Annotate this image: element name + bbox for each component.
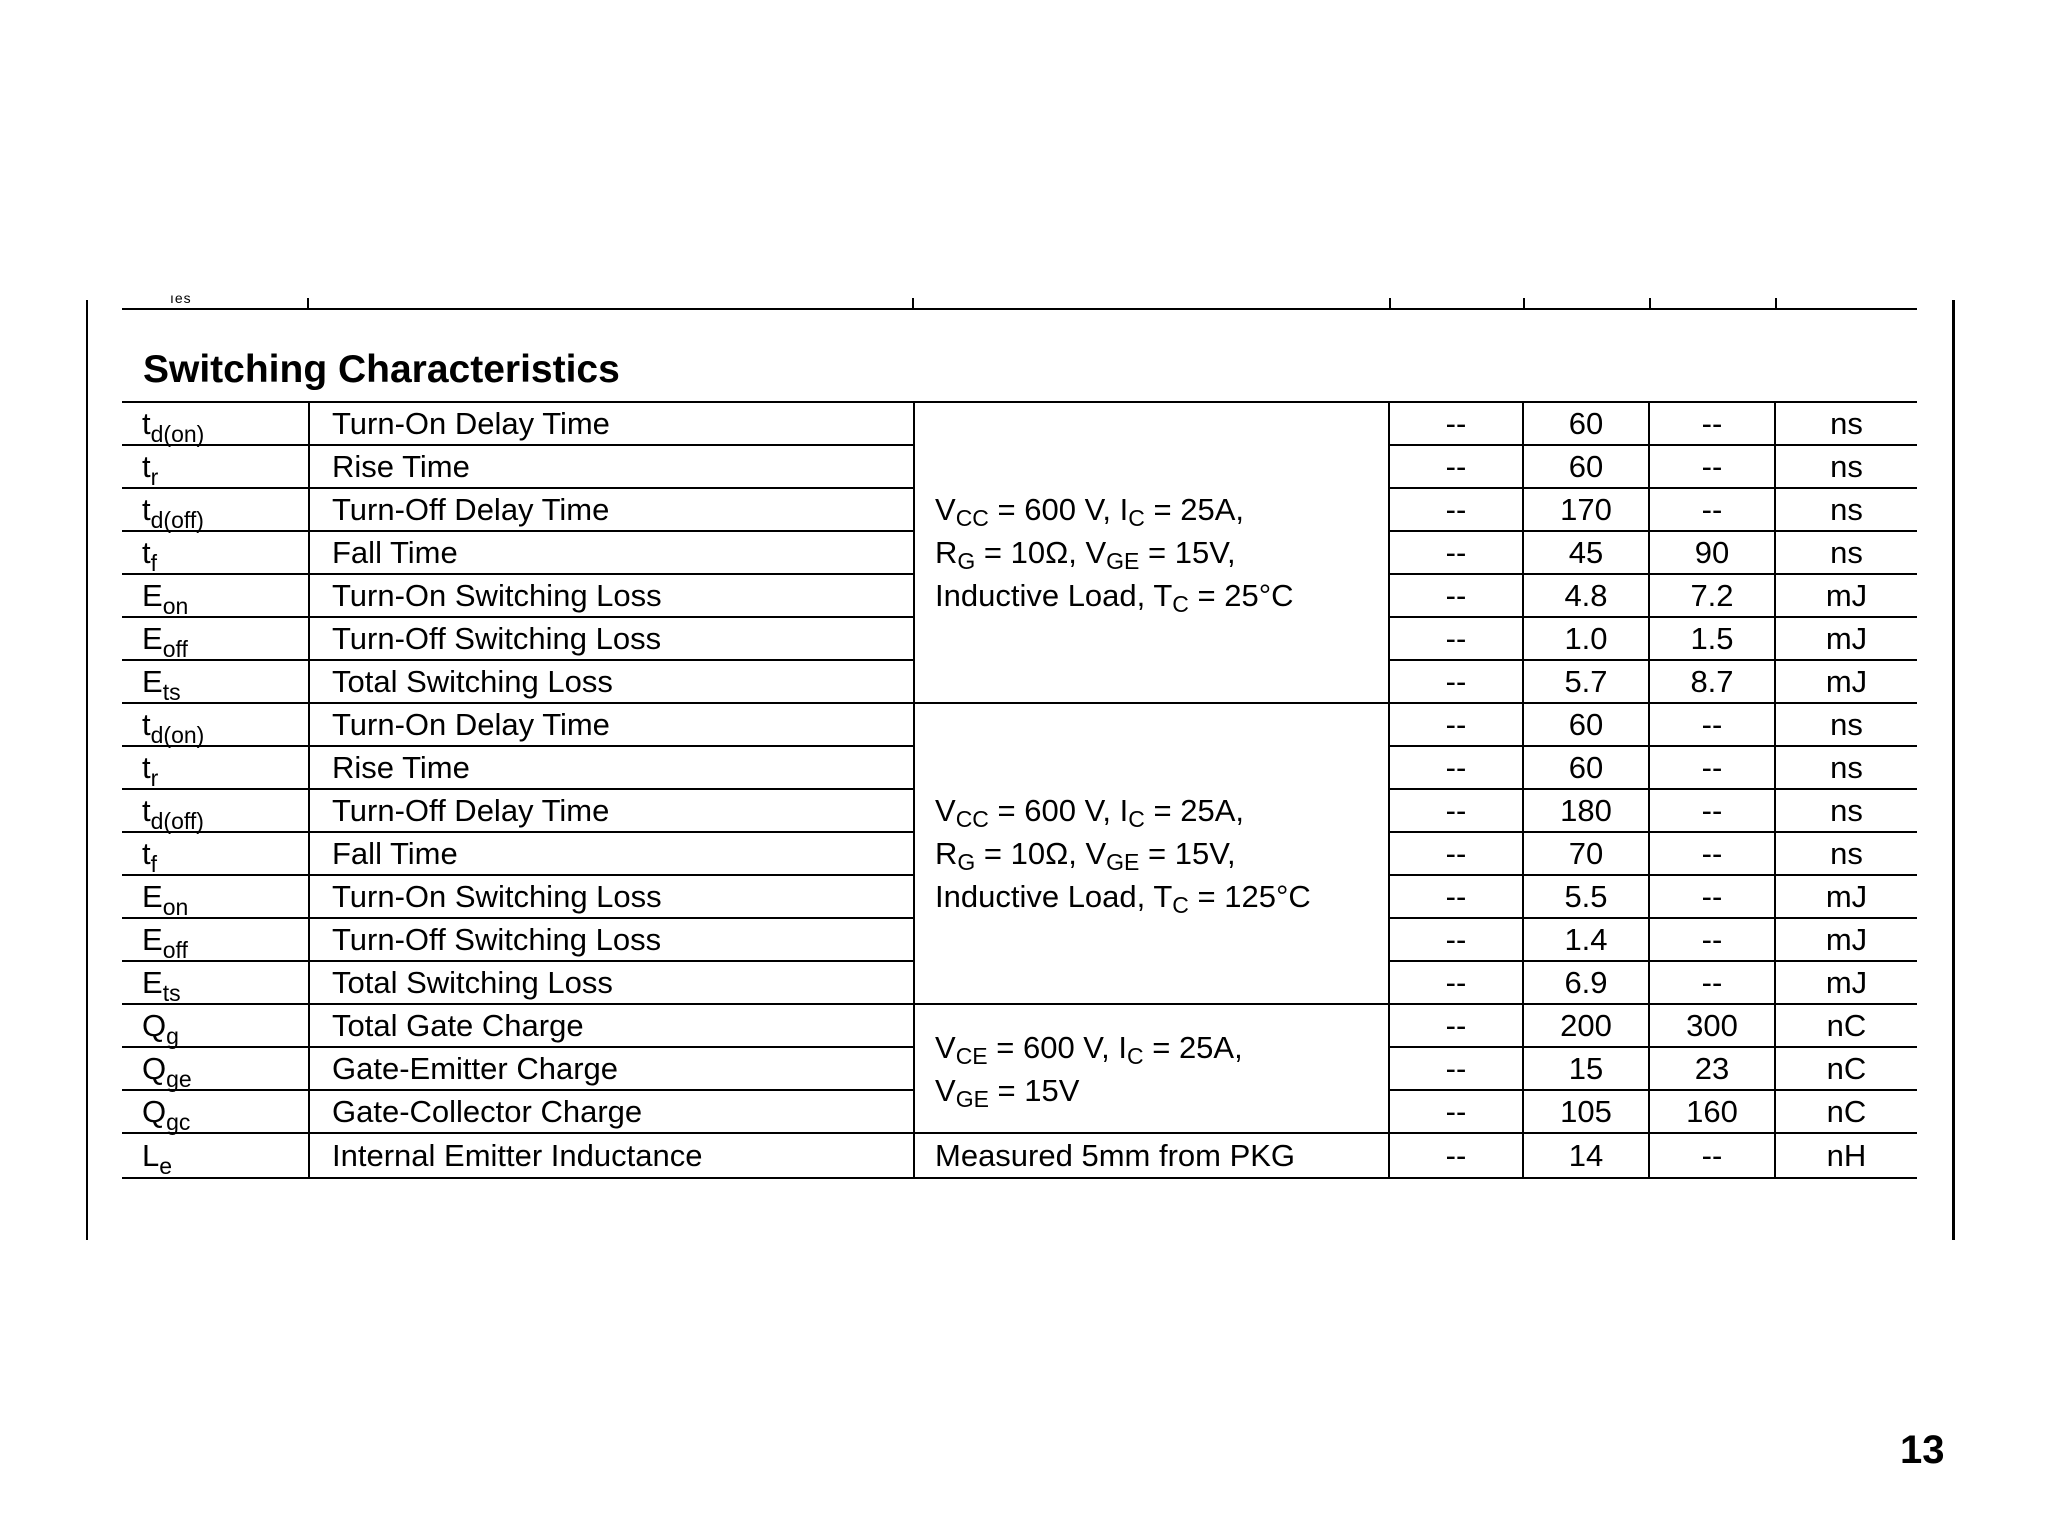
max-value: --	[1649, 789, 1775, 832]
typ-value: 60	[1523, 746, 1649, 789]
typ-value: 60	[1523, 402, 1649, 445]
previous-row-divider	[1389, 298, 1391, 308]
min-value: --	[1389, 1133, 1523, 1178]
max-value: --	[1649, 918, 1775, 961]
unit: nC	[1775, 1090, 1917, 1133]
unit: mJ	[1775, 918, 1917, 961]
symbol-letter: E	[142, 921, 163, 957]
unit: ns	[1775, 445, 1917, 488]
condition-subscript: C	[1128, 505, 1145, 531]
max-value: --	[1649, 488, 1775, 531]
typ-value: 200	[1523, 1004, 1649, 1047]
condition-line	[935, 488, 1388, 531]
typ-value: 180	[1523, 789, 1649, 832]
unit: nH	[1775, 1133, 1917, 1178]
parameter-description: Rise Time	[309, 746, 914, 789]
left-margin-line	[86, 300, 88, 1240]
unit: nC	[1775, 1047, 1917, 1090]
unit: mJ	[1775, 961, 1917, 1004]
parameter-description: Turn-On Switching Loss	[309, 875, 914, 918]
symbol-letter: L	[142, 1137, 160, 1173]
max-value: --	[1649, 703, 1775, 746]
condition-line	[935, 1069, 1388, 1112]
symbol-subscript: ts	[162, 979, 181, 1006]
parameter-description: Turn-Off Delay Time	[309, 789, 914, 832]
typ-value: 105	[1523, 1090, 1649, 1133]
unit: mJ	[1775, 574, 1917, 617]
max-value: --	[1649, 1133, 1775, 1178]
condition-text: = 10Ω, V	[975, 535, 1107, 570]
min-value: --	[1389, 574, 1523, 617]
symbol-letter: Q	[142, 1093, 167, 1129]
condition-subscript: GE	[1106, 548, 1140, 574]
typ-value: 60	[1523, 445, 1649, 488]
symbol-subscript: r	[150, 463, 159, 490]
max-value: 7.2	[1649, 574, 1775, 617]
previous-row-divider	[307, 298, 309, 308]
condition-subscript: G	[957, 548, 976, 574]
condition-subscript: GE	[955, 1085, 989, 1112]
parameter-description: Fall Time	[309, 832, 914, 875]
typ-value: 14	[1523, 1133, 1649, 1178]
condition-text: = 15V,	[1139, 836, 1236, 871]
unit: mJ	[1775, 875, 1917, 918]
condition-line	[935, 832, 1388, 875]
parameter-description: Turn-Off Delay Time	[309, 488, 914, 531]
typ-value: 45	[1523, 531, 1649, 574]
previous-row-divider	[1775, 298, 1777, 308]
parameter-symbol	[122, 1133, 309, 1178]
table-row	[122, 1133, 1917, 1178]
symbol-subscript: d(on)	[150, 420, 205, 447]
symbol-subscript: f	[150, 850, 158, 877]
parameter-description: Total Switching Loss	[309, 660, 914, 703]
symbol-letter: t	[142, 792, 151, 828]
typ-value: 5.7	[1523, 660, 1649, 703]
parameter-symbol	[122, 1047, 309, 1090]
condition-subscript: C	[1128, 806, 1145, 832]
switching-characteristics-table	[122, 401, 1917, 1179]
max-value: --	[1649, 746, 1775, 789]
parameter-description: Internal Emitter Inductance	[309, 1133, 914, 1178]
condition-line	[935, 789, 1388, 832]
condition-subscript: CE	[955, 1042, 988, 1069]
symbol-subscript: d(on)	[150, 721, 205, 748]
max-value: --	[1649, 875, 1775, 918]
min-value: --	[1389, 746, 1523, 789]
typ-value: 1.0	[1523, 617, 1649, 660]
typ-value: 6.9	[1523, 961, 1649, 1004]
symbol-subscript: on	[162, 893, 189, 920]
unit: ns	[1775, 832, 1917, 875]
previous-row-fragment-text: ıes	[170, 290, 192, 306]
symbol-letter: t	[142, 405, 151, 441]
max-value: --	[1649, 832, 1775, 875]
section-title: Switching Characteristics	[143, 348, 620, 391]
condition-line	[935, 1026, 1388, 1069]
parameter-symbol	[122, 531, 309, 574]
symbol-letter: E	[142, 663, 163, 699]
unit: ns	[1775, 746, 1917, 789]
parameter-symbol	[122, 746, 309, 789]
symbol-subscript: r	[150, 764, 159, 791]
symbol-subscript: off	[162, 635, 188, 662]
parameter-symbol	[122, 660, 309, 703]
table-row	[122, 1004, 1917, 1047]
symbol-letter: t	[142, 835, 151, 871]
symbol-subscript: d(off)	[150, 807, 204, 834]
parameter-symbol	[122, 832, 309, 875]
condition-subscript: C	[1126, 1042, 1144, 1069]
condition-text: V	[935, 1072, 956, 1108]
condition-text: = 600 V, I	[987, 1029, 1127, 1065]
typ-value: 60	[1523, 703, 1649, 746]
parameter-symbol	[122, 617, 309, 660]
symbol-letter: t	[142, 706, 151, 742]
symbol-letter: Q	[142, 1050, 167, 1086]
table-body	[122, 402, 1917, 1178]
unit: ns	[1775, 531, 1917, 574]
unit: mJ	[1775, 660, 1917, 703]
typ-value: 4.8	[1523, 574, 1649, 617]
symbol-subscript: ge	[166, 1065, 192, 1092]
min-value: --	[1389, 660, 1523, 703]
parameter-symbol	[122, 961, 309, 1004]
min-value: --	[1389, 445, 1523, 488]
min-value: --	[1389, 703, 1523, 746]
condition-line	[935, 574, 1388, 617]
parameter-description: Turn-On Delay Time	[309, 402, 914, 445]
max-value: --	[1649, 445, 1775, 488]
max-value: 8.7	[1649, 660, 1775, 703]
table-row	[122, 703, 1917, 746]
symbol-letter: E	[142, 964, 163, 1000]
symbol-subscript: g	[166, 1022, 179, 1049]
condition-text: = 25°C	[1188, 578, 1294, 613]
max-value: 23	[1649, 1047, 1775, 1090]
max-value: 1.5	[1649, 617, 1775, 660]
condition-text: = 15V,	[1139, 535, 1236, 570]
condition-text: Inductive Load, T	[935, 578, 1173, 613]
previous-table-fragment	[122, 290, 1917, 310]
condition-text: R	[935, 535, 958, 570]
condition-text: Inductive Load, T	[935, 879, 1173, 914]
symbol-letter: t	[142, 749, 151, 785]
min-value: --	[1389, 617, 1523, 660]
parameter-symbol	[122, 445, 309, 488]
condition-subscript: CC	[955, 505, 989, 531]
parameter-symbol	[122, 703, 309, 746]
condition-text: = 15V	[988, 1072, 1080, 1108]
parameter-description: Total Gate Charge	[309, 1004, 914, 1047]
condition-text: = 125°C	[1188, 879, 1311, 914]
symbol-letter: t	[142, 448, 151, 484]
condition-text: V	[935, 1029, 956, 1065]
previous-row-divider	[1523, 298, 1525, 308]
max-value: --	[1649, 402, 1775, 445]
test-conditions	[914, 1004, 1389, 1133]
condition-text: R	[935, 836, 958, 871]
typ-value: 5.5	[1523, 875, 1649, 918]
parameter-symbol	[122, 488, 309, 531]
condition-subscript: C	[1172, 591, 1189, 617]
symbol-letter: E	[142, 878, 163, 914]
parameter-description: Gate-Emitter Charge	[309, 1047, 914, 1090]
condition-text: = 10Ω, V	[975, 836, 1107, 871]
condition-text: = 25A,	[1144, 793, 1244, 828]
parameter-description: Fall Time	[309, 531, 914, 574]
parameter-description: Turn-On Delay Time	[309, 703, 914, 746]
min-value: --	[1389, 488, 1523, 531]
symbol-letter: t	[142, 534, 151, 570]
min-value: --	[1389, 961, 1523, 1004]
symbol-subscript: f	[150, 549, 158, 576]
table-row	[122, 402, 1917, 445]
min-value: --	[1389, 832, 1523, 875]
typ-value: 170	[1523, 488, 1649, 531]
test-conditions	[914, 402, 1389, 703]
unit: mJ	[1775, 617, 1917, 660]
typ-value: 15	[1523, 1047, 1649, 1090]
parameter-description: Turn-Off Switching Loss	[309, 918, 914, 961]
condition-subscript: C	[1172, 892, 1189, 918]
condition-subscript: CC	[955, 806, 989, 832]
condition-text: V	[935, 492, 956, 527]
unit: ns	[1775, 402, 1917, 445]
condition-subscript: G	[957, 849, 976, 875]
page-number: 13	[1900, 1428, 1945, 1472]
min-value: --	[1389, 1047, 1523, 1090]
condition-text: = 600 V, I	[988, 492, 1129, 527]
condition-line	[935, 875, 1388, 918]
min-value: --	[1389, 918, 1523, 961]
condition-text: Measured 5mm from PKG	[935, 1138, 1296, 1173]
symbol-letter: t	[142, 491, 151, 527]
min-value: --	[1389, 875, 1523, 918]
max-value: --	[1649, 961, 1775, 1004]
symbol-letter: Q	[142, 1007, 167, 1043]
max-value: 90	[1649, 531, 1775, 574]
parameter-symbol	[122, 918, 309, 961]
symbol-subscript: on	[162, 592, 189, 619]
unit: nC	[1775, 1004, 1917, 1047]
symbol-subscript: ts	[162, 678, 181, 705]
symbol-subscript: d(off)	[150, 506, 204, 533]
typ-value: 70	[1523, 832, 1649, 875]
condition-line	[935, 531, 1388, 574]
min-value: --	[1389, 1090, 1523, 1133]
min-value: --	[1389, 789, 1523, 832]
min-value: --	[1389, 402, 1523, 445]
condition-text: = 25A,	[1143, 1029, 1243, 1065]
previous-row-divider	[912, 298, 914, 308]
condition-text: = 25A,	[1144, 492, 1244, 527]
parameter-symbol	[122, 789, 309, 832]
previous-row-divider	[1649, 298, 1651, 308]
min-value: --	[1389, 531, 1523, 574]
parameter-symbol	[122, 1090, 309, 1133]
parameter-symbol	[122, 574, 309, 617]
symbol-subscript: e	[159, 1152, 173, 1179]
typ-value: 1.4	[1523, 918, 1649, 961]
symbol-letter: E	[142, 620, 163, 656]
max-value: 160	[1649, 1090, 1775, 1133]
test-conditions	[914, 1133, 1389, 1178]
parameter-symbol	[122, 875, 309, 918]
test-conditions	[914, 703, 1389, 1004]
parameter-description: Rise Time	[309, 445, 914, 488]
parameter-symbol	[122, 1004, 309, 1047]
unit: ns	[1775, 789, 1917, 832]
condition-text: = 600 V, I	[988, 793, 1129, 828]
parameter-description: Total Switching Loss	[309, 961, 914, 1004]
parameter-description: Turn-On Switching Loss	[309, 574, 914, 617]
previous-row-bottom-rule	[122, 308, 1917, 310]
parameter-description: Gate-Collector Charge	[309, 1090, 914, 1133]
symbol-subscript: gc	[166, 1108, 191, 1135]
max-value: 300	[1649, 1004, 1775, 1047]
unit: ns	[1775, 488, 1917, 531]
min-value: --	[1389, 1004, 1523, 1047]
condition-text: V	[935, 793, 956, 828]
parameter-description: Turn-Off Switching Loss	[309, 617, 914, 660]
condition-subscript: GE	[1106, 849, 1140, 875]
symbol-letter: E	[142, 577, 163, 613]
symbol-subscript: off	[162, 936, 188, 963]
unit: ns	[1775, 703, 1917, 746]
condition-line	[935, 1134, 1388, 1177]
parameter-symbol	[122, 402, 309, 445]
right-margin-line	[1952, 300, 1955, 1240]
